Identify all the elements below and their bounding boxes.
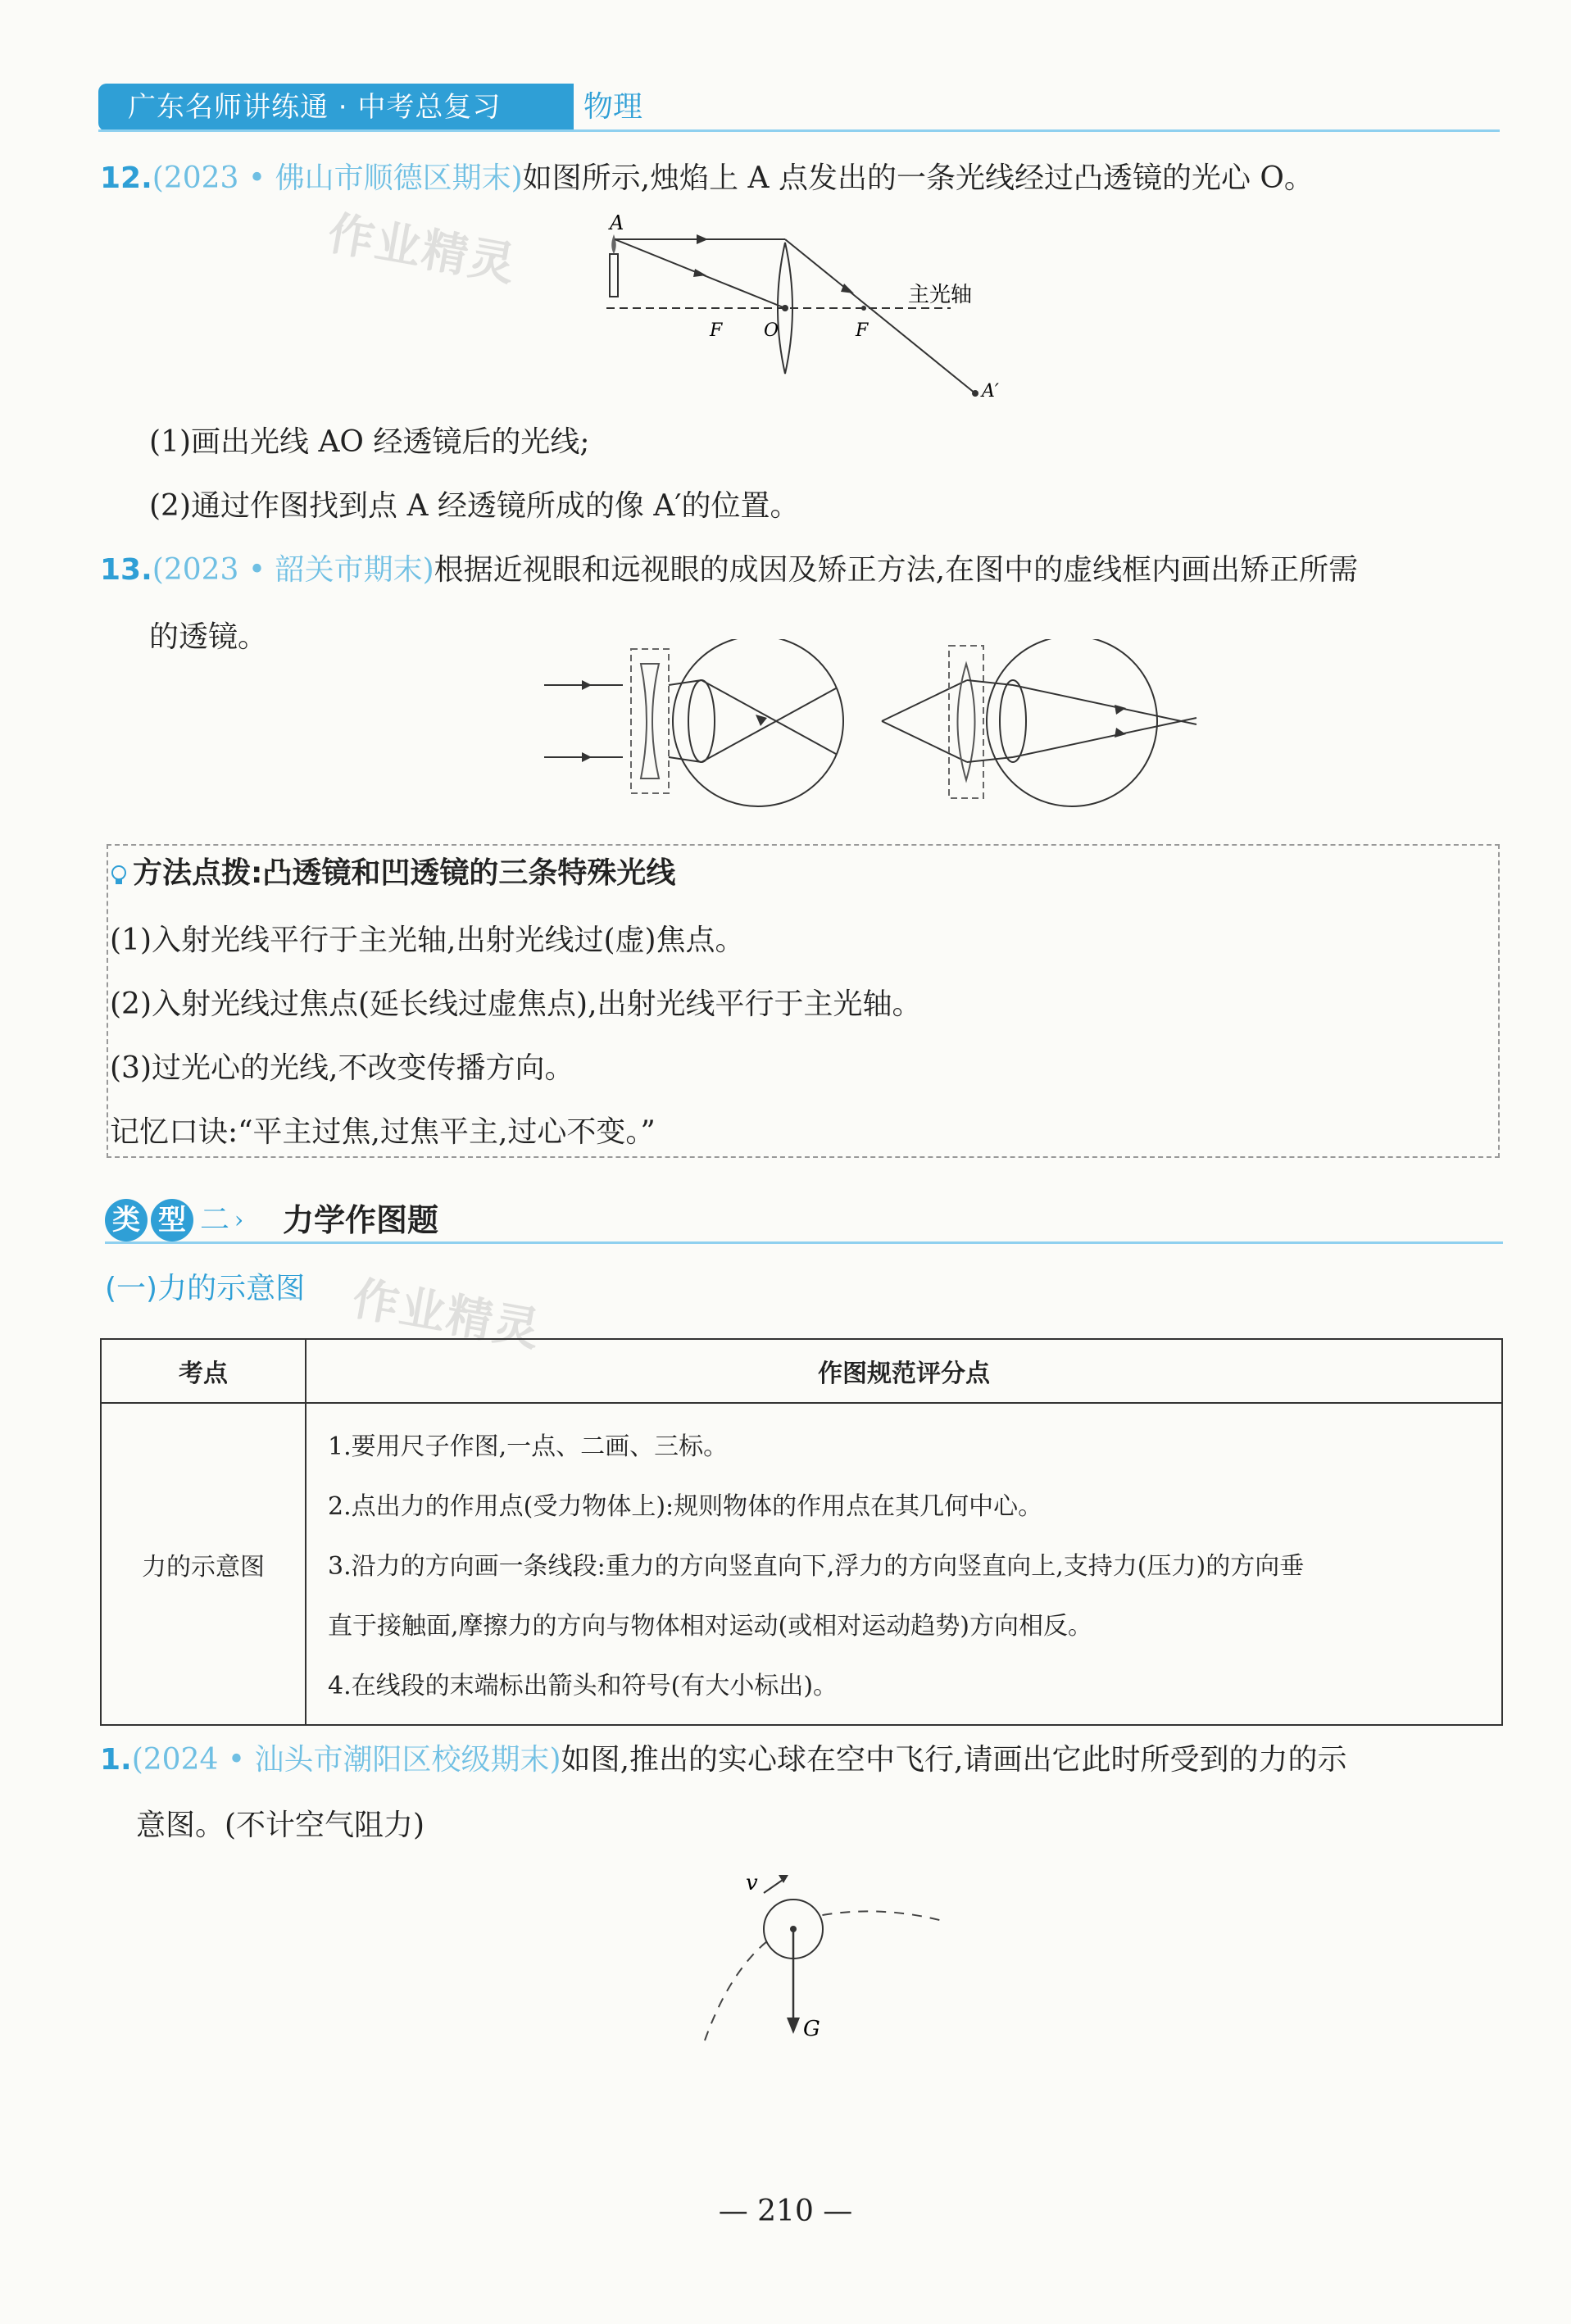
optical-center-dot xyxy=(782,305,788,311)
q12-text: 如图所示,烛焰上 A 点发出的一条光线经过凸透镜的光心 O。 xyxy=(522,161,1314,195)
type-label-char: 型 xyxy=(151,1199,193,1241)
book-title-banner: 广东名师讲练通 · 中考总复习 xyxy=(98,84,574,131)
type-number: 二 xyxy=(200,1203,230,1237)
eye-correction-diagram xyxy=(541,639,1213,819)
watermark: 作业精灵 xyxy=(324,207,521,293)
tip-title xyxy=(110,852,675,895)
q13-source: (2023 • 韶关市期末) xyxy=(152,553,434,587)
focus-dot xyxy=(861,306,866,311)
eyeball xyxy=(673,639,843,806)
label-f-left: F xyxy=(710,320,723,341)
q1-text-line2: 意图。(不计空气阻力) xyxy=(136,1809,425,1842)
rubric-item: 2.点出力的作用点(受力物体上):规则物体的作用点在其几何中心。 xyxy=(328,1492,1043,1521)
tip-line: (2)入射光线过焦点(延长线过虚焦点),出射光线平行于主光轴。 xyxy=(110,987,922,1021)
q13-text-line2: 的透镜。 xyxy=(149,620,268,654)
tip-line: 记忆口诀:“平主过焦,过焦平主,过心不变。” xyxy=(110,1115,656,1149)
myopia-eye xyxy=(544,639,843,806)
table-cell-topic: 力的示意图 xyxy=(101,1403,306,1725)
q13-stem xyxy=(100,547,1358,593)
image-point xyxy=(972,390,978,397)
convex-lens-diagram xyxy=(598,205,1024,418)
q13-text-line1: 根据近视眼和远视眼的成因及矫正方法,在图中的虚线框内画出矫正所需 xyxy=(434,553,1359,587)
rubric-item: 直于接触面,摩擦力的方向与物体相对运动(或相对运动趋势)方向相反。 xyxy=(328,1612,1092,1641)
candle-flame xyxy=(611,234,615,254)
chevron-right-icon: › xyxy=(234,1206,244,1233)
hyperopia-eye xyxy=(882,639,1196,806)
eyeball xyxy=(987,639,1157,806)
rubric-table xyxy=(100,1338,1503,1726)
label-a: A xyxy=(610,211,624,234)
dashed-lens-box xyxy=(949,646,983,798)
tip-title-text: 方法点拨:凸透镜和凹透镜的三条特殊光线 xyxy=(133,856,676,890)
label-f-right: F xyxy=(856,320,869,341)
rubric-item: 4.在线段的末端标出箭头和符号(有大小标出)。 xyxy=(328,1672,838,1700)
page-number: — 210 — xyxy=(718,2195,853,2228)
table-header: 作图规范评分点 xyxy=(306,1339,1502,1403)
subject-label: 物理 xyxy=(583,90,643,124)
label-v: v xyxy=(746,1871,758,1895)
label-g: G xyxy=(803,2017,820,2041)
header-divider xyxy=(98,129,1500,132)
shot-put-diagram xyxy=(697,1860,951,2057)
type-label-char: 类 xyxy=(105,1199,148,1241)
table-header: 考点 xyxy=(101,1339,306,1403)
label-o: O xyxy=(764,320,779,341)
tip-line: (1)入射光线平行于主光轴,出射光线过(虚)焦点。 xyxy=(110,924,745,957)
label-principal-axis: 主光轴 xyxy=(908,283,973,307)
q1-number: 1. xyxy=(100,1743,132,1777)
q12-part2: (2)通过作图找到点 A 经透镜所成的像 A′的位置。 xyxy=(149,489,800,523)
q13-number: 13. xyxy=(100,553,152,587)
q12-part1: (1)画出光线 AO 经透镜后的光线; xyxy=(149,425,590,459)
refracted-ray xyxy=(785,239,975,393)
candle xyxy=(610,254,618,297)
arrowhead xyxy=(787,2018,800,2034)
rubric-item: 3.沿力的方向画一条线段:重力的方向竖直向下,浮力的方向竖直向上,支持力(压力)的方向垂 xyxy=(328,1552,1305,1581)
q1-stem xyxy=(100,1737,1346,1783)
q1-text-line1: 如图,推出的实心球在空中飞行,请画出它此时所受到的力的示 xyxy=(561,1743,1347,1777)
q12-source: (2023 • 佛山市顺德区期末) xyxy=(152,161,523,195)
trajectory xyxy=(705,1911,942,2040)
rubric-item: 1.要用尺子作图,一点、二画、三标。 xyxy=(328,1432,729,1461)
lightbulb-icon xyxy=(110,865,128,886)
q12-stem xyxy=(100,156,1314,202)
eye-lens xyxy=(688,680,715,762)
type-title: 力学作图题 xyxy=(283,1202,439,1238)
subsection-title: (一)力的示意图 xyxy=(105,1272,306,1305)
table-row xyxy=(101,1403,1502,1725)
q1-source: (2024 • 汕头市潮阳区校级期末) xyxy=(131,1743,561,1777)
label-a-prime: A′ xyxy=(982,381,999,402)
arrowhead xyxy=(697,234,708,244)
dashed-lens-box xyxy=(631,649,669,793)
table-header-row xyxy=(101,1339,1502,1403)
tip-line: (3)过光心的光线,不改变传播方向。 xyxy=(110,1051,574,1085)
watermark: 作业精灵 xyxy=(348,1272,546,1358)
type-label xyxy=(105,1199,243,1241)
table-cell-items xyxy=(306,1403,1502,1725)
concave-lens xyxy=(641,664,659,778)
type-divider xyxy=(105,1241,1503,1244)
eye-lens xyxy=(1000,680,1026,762)
q12-number: 12. xyxy=(100,161,152,195)
